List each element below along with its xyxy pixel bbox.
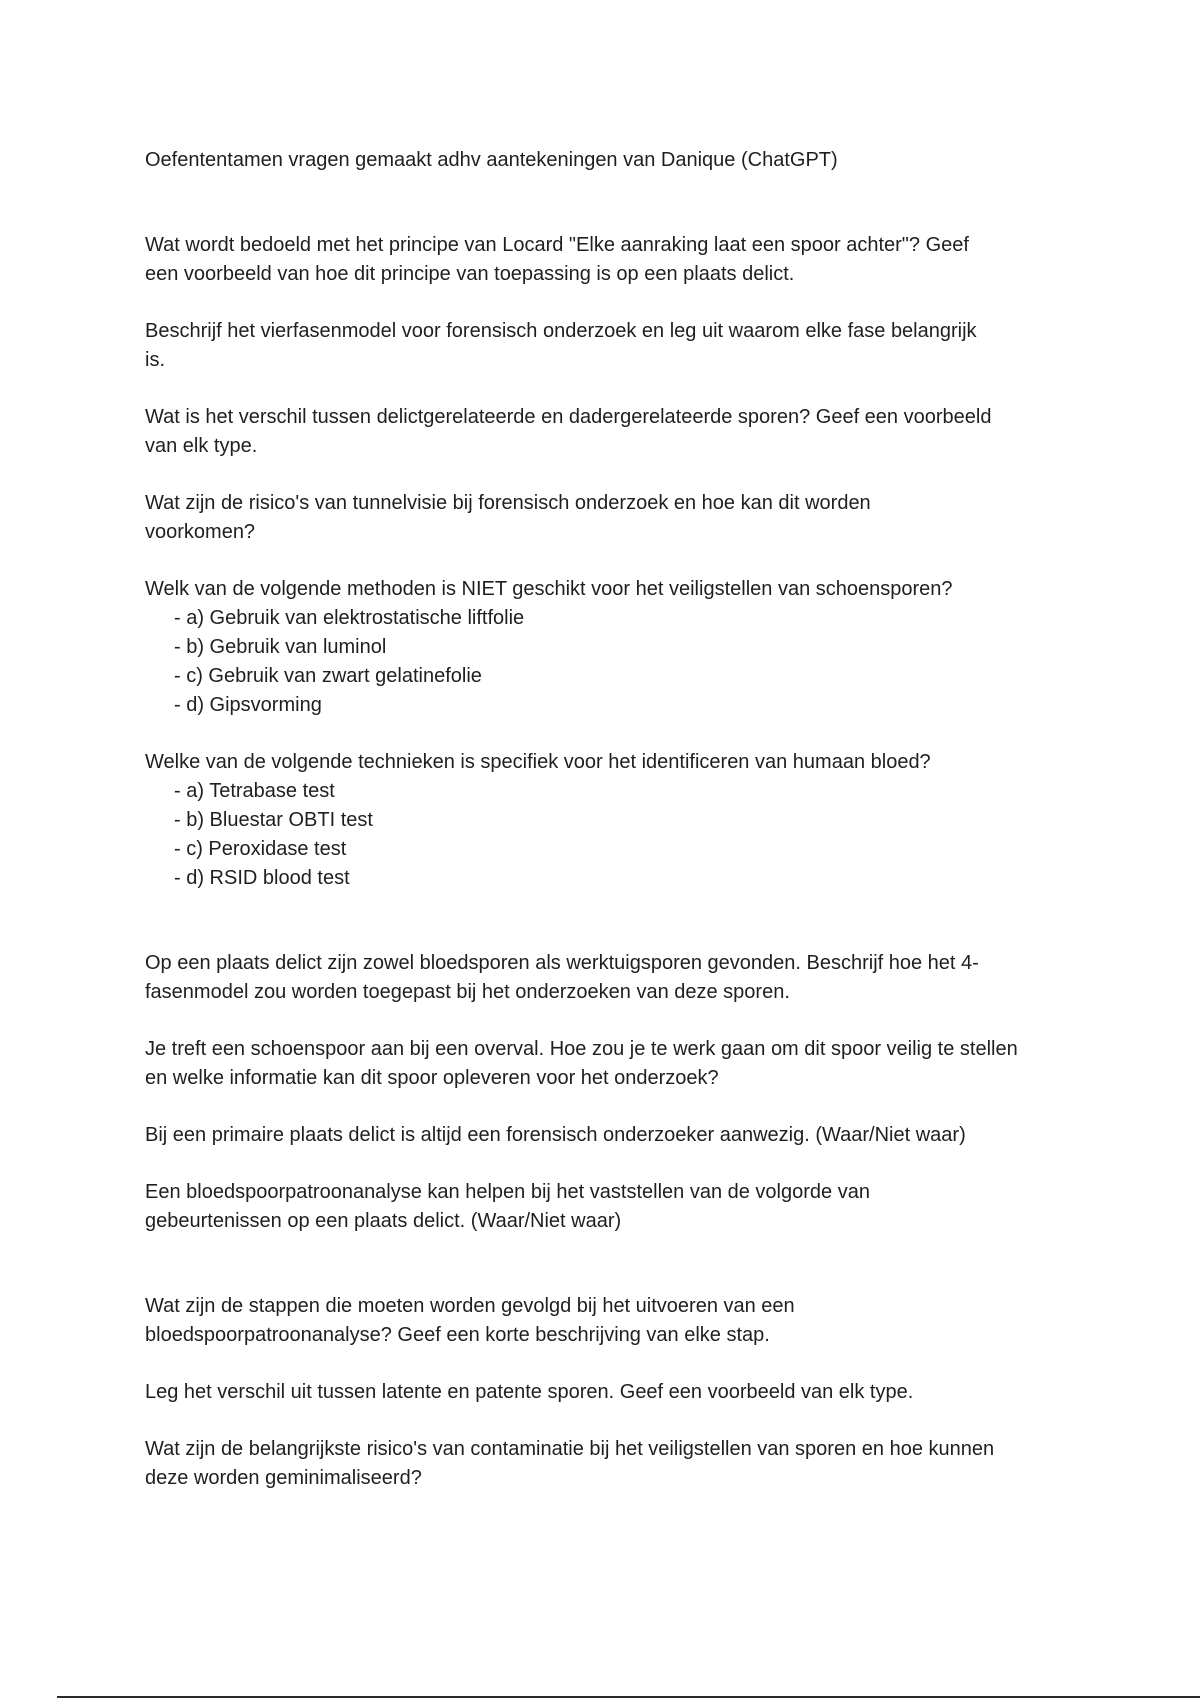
question-13 — [145, 1435, 1085, 1493]
option-b: - b) Gebruik van luminol — [174, 636, 387, 658]
question-text: Leg het verschil uit tussen latente en patente sporen. Geef een voorbeeld van elk type. — [145, 1381, 914, 1403]
question-text: Wat zijn de risico's van tunnelvisie bij forensisch onderzoek en hoe kan dit worden voorkomen? — [145, 492, 871, 543]
question-4 — [145, 489, 1085, 547]
question-5-multiple-choice — [145, 575, 1085, 720]
question-1 — [145, 231, 1085, 289]
question-9-true-false — [145, 1121, 1085, 1150]
question-text: Een bloedspoorpatroonanalyse kan helpen bij het vaststellen van de volgorde van gebeurtenissen op een plaats delict. (Waar/Niet waar) — [145, 1181, 870, 1232]
question-text: Wat wordt bedoeld met het principe van Locard "Elke aanraking laat een spoor achter"? Geef een voorbeeld van hoe dit principe van toepassing is op een plaats delict. — [145, 234, 969, 285]
question-12 — [145, 1378, 1085, 1407]
question-11 — [145, 1292, 1085, 1350]
question-text: Bij een primaire plaats delict is altijd een forensisch onderzoeker aanwezig. (Waar/Niet waar) — [145, 1124, 966, 1146]
question-3 — [145, 403, 1085, 461]
option-b: - b) Bluestar OBTI test — [174, 809, 373, 831]
option-a: - a) Gebruik van elektrostatische liftfolie — [174, 607, 525, 629]
question-8 — [145, 1035, 1085, 1093]
question-text: Je treft een schoenspoor aan bij een overval. Hoe zou je te werk gaan om dit spoor veilig te stellen en welke informatie kan dit spoor opleveren voor het onderzoek? — [145, 1038, 1018, 1089]
question-6-multiple-choice — [145, 748, 1085, 893]
question-text: Beschrijf het vierfasenmodel voor forensisch onderzoek en leg uit waarom elke fase belangrijk is. — [145, 320, 977, 371]
question-text: Wat zijn de stappen die moeten worden gevolgd bij het uitvoeren van een bloedspoorpatroonanalyse? Geef een korte beschrijving van elke stap. — [145, 1295, 795, 1346]
option-c: - c) Peroxidase test — [174, 838, 347, 860]
question-7 — [145, 949, 1085, 1007]
question-text: Wat zijn de belangrijkste risico's van contaminatie bij het veiligstellen van sporen en hoe kunnen deze worden geminimaliseerd? — [145, 1438, 995, 1489]
option-c: - c) Gebruik van zwart gelatinefolie — [174, 665, 482, 687]
page-bottom-divider — [57, 1696, 1200, 1698]
document-body — [145, 146, 1085, 1521]
option-a: - a) Tetrabase test — [174, 780, 335, 802]
answer-options — [145, 777, 1085, 893]
question-10-true-false — [145, 1178, 1085, 1236]
question-text: Welke van de volgende technieken is specifiek voor het identificeren van humaan bloed? — [145, 751, 931, 773]
question-text: Welk van de volgende methoden is NIET geschikt voor het veiligstellen van schoensporen? — [145, 578, 953, 600]
answer-options — [145, 604, 1085, 720]
option-d: - d) Gipsvorming — [174, 694, 322, 716]
document-title: Oefententamen vragen gemaakt adhv aantekeningen van Danique (ChatGPT) — [145, 149, 838, 171]
question-text: Op een plaats delict zijn zowel bloedsporen als werktuigsporen gevonden. Beschrijf hoe het 4-fasenmodel zou worden toegepast bij het onderzoeken van deze sporen. — [145, 952, 979, 1003]
question-text: Wat is het verschil tussen delictgerelateerde en dadergerelateerde sporen? Geef een voorbeeld van elk type. — [145, 406, 992, 457]
option-d: - d) RSID blood test — [174, 867, 350, 889]
question-2 — [145, 317, 1085, 375]
